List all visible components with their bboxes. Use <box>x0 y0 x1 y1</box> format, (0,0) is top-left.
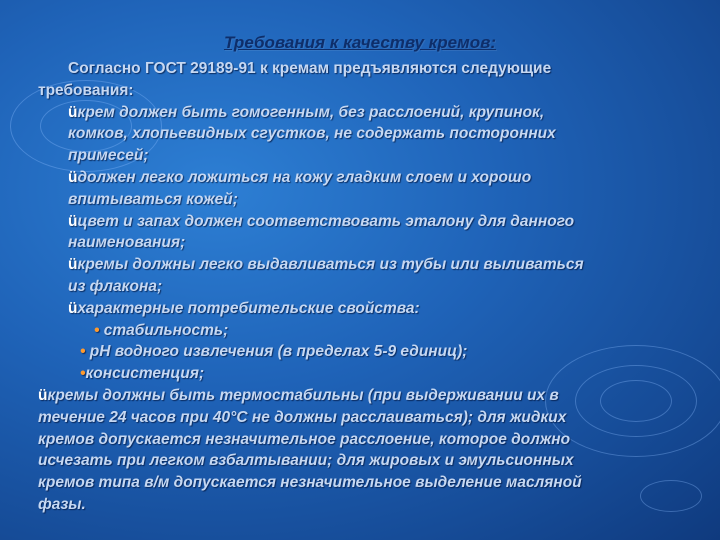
check-icon: ü <box>68 212 78 230</box>
slide-title: Требования к качеству кремов: <box>223 33 497 52</box>
list-item-continuation: примесей; <box>68 147 149 165</box>
sub-list-item: • pH водного извлечения (в пределах 5-9 единиц); <box>80 343 468 361</box>
check-icon: ü <box>38 386 48 404</box>
check-icon: ü <box>68 256 78 274</box>
intro-line: требования: <box>38 81 134 99</box>
list-item-continuation: наименования; <box>68 234 186 252</box>
list-item: üкремы должны легко выдавливаться из тубы или выливаться <box>68 256 584 274</box>
list-item: üцвет и запах должен соответствовать эталону для данного <box>68 212 575 230</box>
bullet-icon: • <box>80 365 86 383</box>
list-item-continuation: кремов допускается незначительное расслоение, которое должно <box>38 430 571 448</box>
list-item-continuation: кремов типа в/м допускается незначительное выделение масляной <box>38 474 582 492</box>
list-item-continuation: из флакона; <box>68 277 163 295</box>
slide-body <box>38 58 678 516</box>
list-item-continuation: комков, хлопьевидных сгустков, не содержать посторонних <box>68 125 556 143</box>
check-icon: ü <box>68 299 78 317</box>
list-item: üдолжен легко ложиться на кожу гладким слоем и хорошо <box>68 168 532 186</box>
sub-list-item: • стабильность; <box>94 321 229 339</box>
list-item-continuation: исчезать при легком взбалтывании; для жировых и эмульсионных <box>38 452 574 470</box>
check-icon: ü <box>68 168 78 186</box>
sub-list-item: •консистенция; <box>80 365 205 383</box>
check-icon: ü <box>68 103 78 121</box>
list-item-continuation: течение 24 часов при 40°С не должны расслаиваться); для жидких <box>38 408 567 426</box>
bullet-icon: • <box>80 343 86 361</box>
bullet-icon: • <box>94 321 100 339</box>
list-item: üхарактерные потребительские свойства: <box>68 299 420 317</box>
list-item: üкрем должен быть гомогенным, без расслоений, крупинок, <box>68 103 545 121</box>
list-item-continuation: фазы. <box>38 495 86 513</box>
list-item: üкремы должны быть термостабильны (при выдерживании их в <box>38 386 559 404</box>
list-item-continuation: впитываться кожей; <box>68 190 238 208</box>
intro-line: Согласно ГОСТ 29189-91 к кремам предъявляются следующие <box>68 60 552 77</box>
